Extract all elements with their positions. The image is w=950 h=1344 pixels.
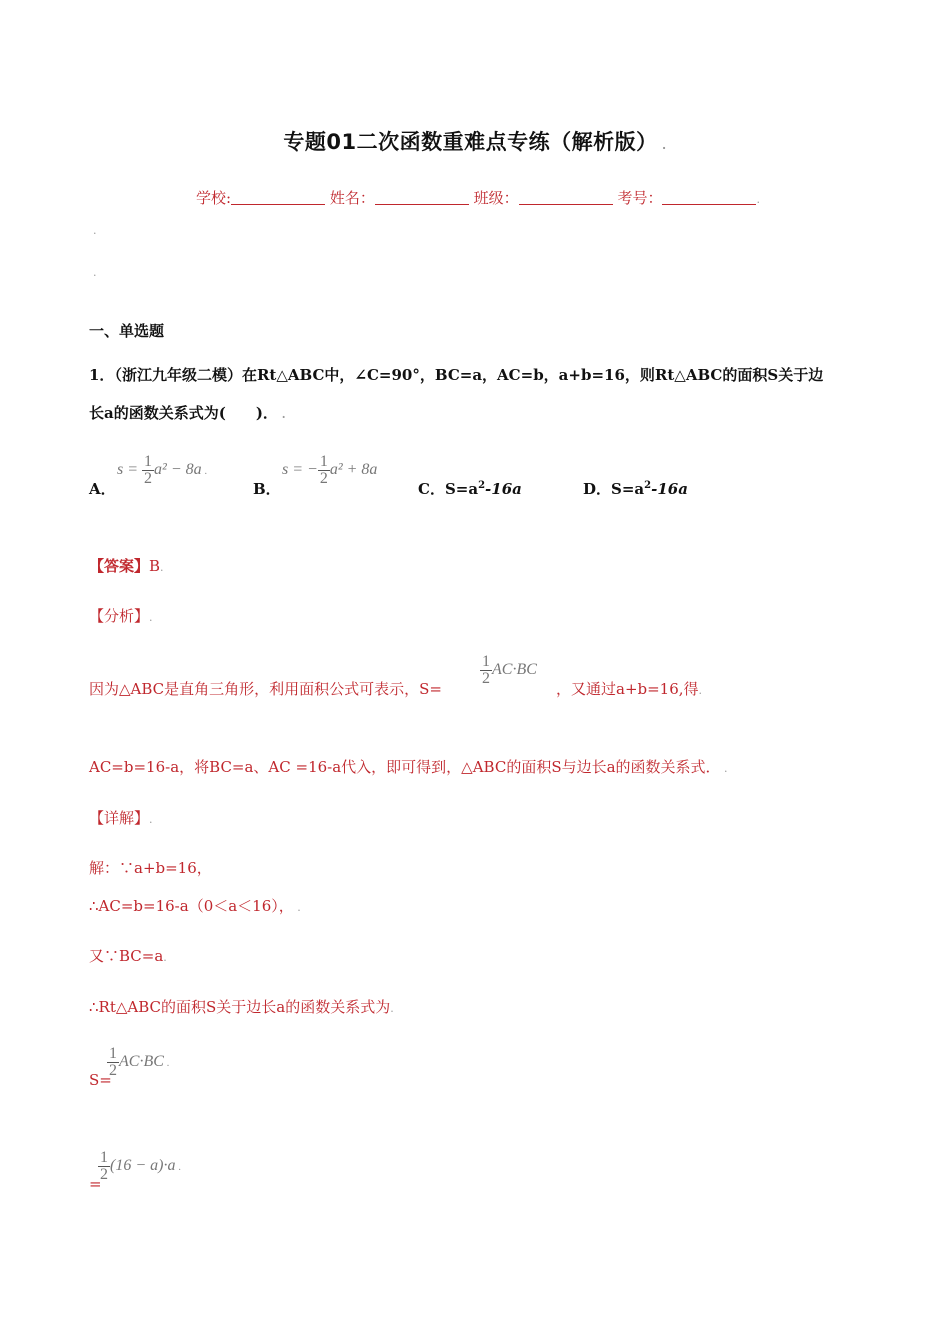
- fraction: $\frac{1}{2}$: [482, 653, 490, 687]
- section-title: 一、单选题: [89, 322, 165, 340]
- analysis-line-1: 因为△ABC是直角三角形，利用面积公式可表示，S=: [89, 680, 442, 698]
- option-b[interactable]: [253, 478, 281, 499]
- exam-number-blank[interactable]: [662, 190, 756, 205]
- question-number: 1．: [89, 366, 115, 384]
- student-info-line: 学校: 姓名： 班级： 考号： .: [196, 189, 760, 207]
- option-d-text: S=a: [611, 480, 645, 498]
- solution-line-5-prefix: S=: [89, 1071, 112, 1089]
- answer-value: B: [149, 557, 161, 575]
- question-source: （浙江九年级二模）: [114, 366, 242, 384]
- option-b-formula: s = − $\frac{1}{2}$ a² + 8a: [282, 453, 378, 487]
- question-line-1: [89, 364, 823, 385]
- fraction: $\frac{1}{2}$: [319, 453, 328, 487]
- option-a-label: A．: [89, 480, 116, 498]
- solution-formula-1: $\frac{1}{2}$ AC·BC .: [109, 1045, 170, 1079]
- answer: 【答案】B.: [89, 557, 164, 575]
- class-blank[interactable]: [519, 190, 613, 205]
- paragraph-mark: .: [93, 224, 97, 237]
- analysis-label: 【分析】.: [89, 607, 153, 625]
- exam-number-label: 考号：: [617, 189, 663, 207]
- option-a[interactable]: [89, 478, 116, 499]
- question-text-2: 长a的函数关系式为( )．: [89, 404, 278, 422]
- option-b-label: B．: [253, 480, 281, 498]
- name-label: 姓名：: [329, 189, 375, 207]
- option-a-formula: s = $\frac{1}{2}$ a² − 8a .: [117, 453, 208, 487]
- question-text-1: 在Rt△ABC中，∠C=90°，BC=a，AC=b，a+b=16，则Rt△ABC的面积S关于边: [241, 366, 824, 384]
- option-d[interactable]: D．$S=a^2-16a$: [583, 480, 688, 498]
- name-blank[interactable]: [375, 190, 469, 205]
- page-title: 专题01二次函数重难点专练（解析版） .: [283, 130, 667, 154]
- solution-line-1: 解：∵a+b=16，: [89, 859, 212, 877]
- option-c-label: C．: [418, 480, 445, 498]
- option-c-text: S=a: [444, 480, 479, 498]
- analysis-formula: $\frac{1}{2}$ AC·BC: [482, 653, 537, 687]
- class-label: 班级：: [473, 189, 519, 207]
- fraction: $\frac{1}{2}$: [100, 1149, 108, 1183]
- paragraph-mark: .: [93, 266, 97, 279]
- solution-line-2: ∴AC=b=16-a（0＜a＜16）， .: [89, 897, 301, 915]
- detail-label: 【详解】.: [89, 809, 153, 827]
- analysis-line-2: AC=b=16-a，将BC=a、AC =16-a代入，即可得到，△ABC的面积S与边长a的函数关系式． .: [89, 758, 728, 776]
- option-c[interactable]: C．$S=a^2-16a$: [418, 480, 522, 498]
- fraction: $\frac{1}{2}$: [144, 453, 153, 487]
- analysis-line-1-tail: ，又通过a+b=16,得.: [556, 680, 703, 698]
- answer-label: 【答案】: [89, 557, 150, 575]
- question-line-2: 长a的函数关系式为( )． .: [89, 404, 286, 422]
- school-blank[interactable]: [231, 190, 325, 205]
- solution-line-3: 又∵BC=a.: [89, 947, 167, 965]
- school-label: 学校:: [196, 189, 232, 207]
- option-d-label: D．: [583, 480, 612, 498]
- fraction: $\frac{1}{2}$: [109, 1045, 117, 1079]
- solution-line-4: ∴Rt△ABC的面积S关于边长a的函数关系式为.: [89, 998, 394, 1016]
- solution-formula-2: $\frac{1}{2}$ (16 − a)·a .: [100, 1149, 181, 1183]
- solution-line-6-prefix: =: [89, 1175, 102, 1193]
